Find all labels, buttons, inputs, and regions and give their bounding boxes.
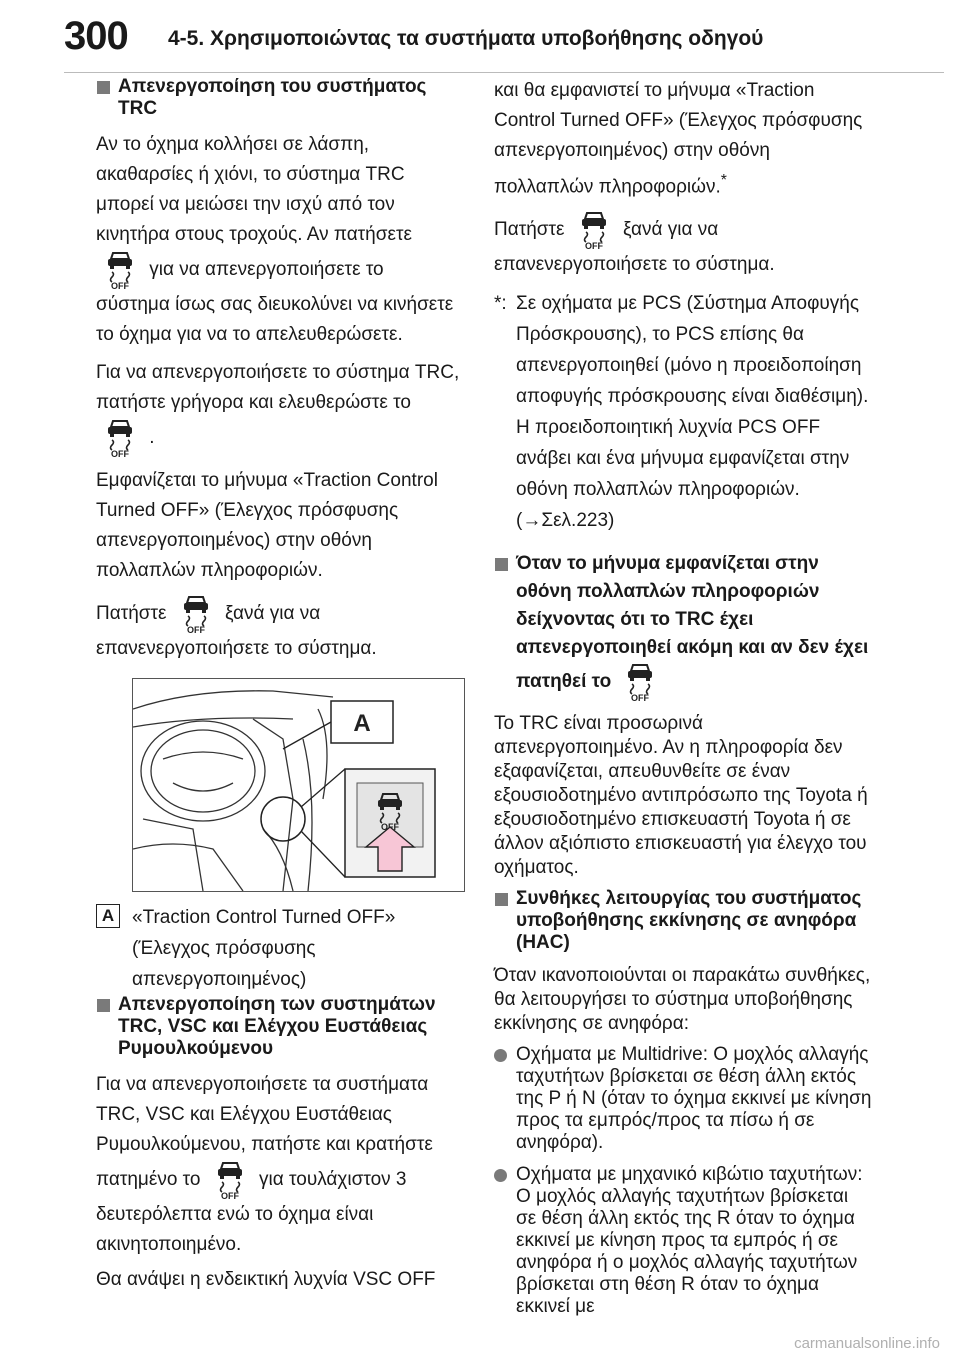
square-bullet-icon [495, 558, 508, 571]
paragraph-text: Για να απενεργοποιήσετε τα συστήματα TRC, VSC και Ελέγχου Ευστάθειας Ρυμουλκούμενου, πατήστε και κρατήστε πατημένο το [96, 1074, 433, 1191]
list-item-text: Οχήματα με Multidrive: Ο μοχλός αλλαγής ταχυτήτων βρίσκεται σε θέση άλλη εκτός της P ή N (όταν το όχημα εκκινεί με κίνηση προς τα εμπρός/προς τα πίσω ή σε ανηφόρα). [516, 1044, 872, 1154]
round-bullet-icon [494, 1169, 507, 1182]
square-bullet-icon [495, 893, 508, 906]
section-title: 4-5. Χρησιμοποιώντας τα συστήματα υποβοήθησης οδηγού [168, 27, 764, 50]
page-header [64, 14, 944, 66]
paragraph-text: Για να απενεργοποιήσετε το σύστημα TRC, πατήστε γρήγορα και ελευθερώστε το [96, 362, 460, 413]
figure-label: A [353, 710, 371, 737]
callout-letter: A [96, 904, 120, 928]
heading-trc-vsc-off [96, 994, 462, 1060]
footnote-mark: *: [494, 293, 507, 315]
paragraph: Το TRC είναι προσωρινά απενεργοποιημένο. Αν η πληροφορία δεν εξαφανίζεται, απευθυνθείτε σε έναν εξουσιοδοτημένο αντιπρόσωπο της Toyota ή εξουσιοδοτημένο επισκευαστή Toyota ή σε άλλον αξιόπιστο επισκευαστή για έλεγχο του οχήματος. [494, 713, 868, 879]
heading-text: Όταν το μήνυμα εμφανίζεται στην οθόνη πολλαπλών πληροφοριών δείχνοντας ότι το TRC έχει απενεργοποιηθεί ακόμη και αν δεν έχει πατηθεί το [516, 553, 869, 693]
dashboard-illustration [132, 678, 465, 892]
paragraph: Θα ανάψει η ενδεικτική λυχνία VSC OFF [96, 1269, 436, 1290]
paragraph [96, 1070, 462, 1260]
heading-trc-off [96, 76, 462, 120]
trc-off-icon [102, 250, 138, 290]
list-item [494, 1164, 872, 1318]
paragraph [494, 76, 872, 202]
right-column [494, 76, 872, 1328]
footnote [494, 288, 872, 536]
footnote-marker: * [720, 172, 727, 189]
paragraph [494, 210, 872, 280]
square-bullet-icon [97, 81, 110, 94]
dashboard-drawing [133, 679, 464, 891]
paragraph [96, 358, 462, 458]
trc-off-icon [102, 418, 138, 458]
paragraph-text: και θα εμφανιστεί το μήνυμα «Traction Control Turned OFF» (Έλεγχος πρόσφυσης απενεργοποιημένος) στην οθόνη πολλαπλών πληροφοριών. [494, 80, 863, 198]
paragraph-text: για να απενεργοποιήσετε το σύστημα ίσως σας διευκολύνει να κινήσετε το όχημα για να το απελευθερώσετε. [96, 259, 454, 345]
trc-off-icon [576, 210, 612, 250]
round-bullet-icon [494, 1049, 507, 1062]
trc-off-icon [178, 594, 214, 634]
trc-off-icon [212, 1160, 248, 1200]
paragraph-text: για τουλάχιστον 3 δευτερόλεπτα ενώ το όχημα είναι ακινητοποιημένο. [96, 1169, 407, 1255]
list-item [494, 1044, 872, 1154]
square-bullet-icon [97, 999, 110, 1012]
figure-callout [96, 902, 462, 994]
paragraph [96, 594, 462, 664]
paragraph: Εμφανίζεται το μήνυμα «Traction Control Turned OFF» (Έλεγχος πρόσφυσης απενεργοποιημένος) στην οθόνη πολλαπλών πληροφοριών. [96, 470, 438, 581]
paragraph-text: ξανά για να επανενεργοποιήσετε το σύστημα. [494, 219, 775, 276]
paragraph-text: Πατήστε [96, 603, 167, 625]
heading-hac [494, 888, 872, 954]
paragraph [96, 130, 462, 350]
list-item-text: Οχήματα με μηχανικό κιβώτιο ταχυτήτων: Ο μοχλός αλλαγής ταχυτήτων βρίσκεται σε θέση άλλη εκτός της R όταν το όχημα εκκινεί με κίνηση προς τα εμπρός ή σε ανηφόρα ή ο μοχλός αλλαγής ταχυτήτων βρίσκεται στη θέση R όταν το όχημα εκκινεί με [516, 1164, 863, 1318]
heading-text: Απενεργοποίηση του συστήματος TRC [118, 76, 427, 119]
page-number: 300 [64, 14, 128, 58]
heading-text: Συνθήκες λειτουργίας του συστήματος υποβοήθησης εκκίνησης σε ανηφόρα (HAC) [516, 888, 862, 954]
trc-off-icon [622, 662, 658, 702]
header-divider [64, 72, 944, 73]
paragraph-text: ξανά για να επανενεργοποιήσετε το σύστημα. [96, 603, 377, 659]
paragraph-text: Αν το όχημα κολλήσει σε λάσπη, ακαθαρσίες ή χιόνι, το σύστημα TRC μπορεί να μειώσει την ισχύ από τον κινητήρα στους τροχούς. Αν πατήσετε [96, 134, 412, 245]
paragraph-text: Πατήστε [494, 219, 565, 241]
left-column [96, 76, 462, 1300]
heading-text: Απενεργοποίηση των συστημάτων TRC, VSC και Ελέγχου Ευστάθειας Ρυμουλκούμενου [118, 994, 436, 1059]
paragraph: Όταν ικανοποιούνται οι παρακάτω συνθήκες, θα λειτουργήσει το σύστημα υποβοήθησης εκκίνησης σε ανηφόρα: [494, 965, 871, 1035]
paragraph-text: . [149, 427, 155, 449]
footnote-text: Σε οχήματα με PCS (Σύστημα Αποφυγής Πρόσκρουσης), το PCS επίσης θα απενεργοποιηθεί (μόνο η προειδοποίηση αποφυγής πρόσκρουσης είναι διαθέσιμη). Η προειδοποιητική λυχνία PCS OFF ανάβει και ένα μήνυμα εμφανίζεται στην οθόνη πολλαπλών πληροφοριών. (→Σελ.223) [516, 293, 869, 532]
heading-trc-message [494, 550, 872, 702]
watermark: carmanualsonline.info [794, 1335, 940, 1352]
callout-text: «Traction Control Turned OFF» (Έλεγχος πρόσφυσης απενεργοποιημένος) [132, 907, 396, 990]
